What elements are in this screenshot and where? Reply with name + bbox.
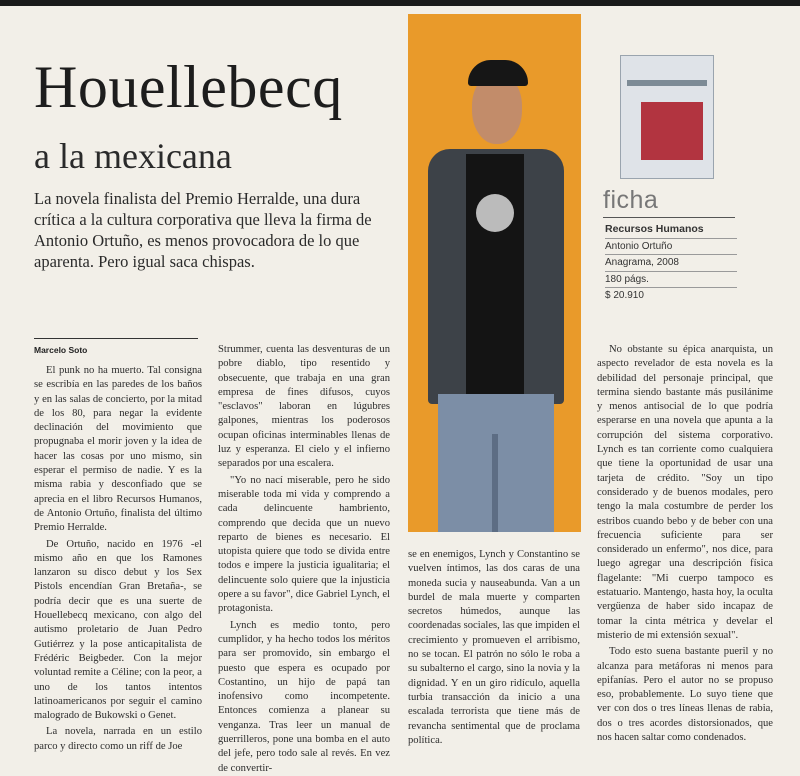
article-column-4	[597, 343, 773, 745]
ficha-author: Antonio Ortuño	[605, 239, 737, 256]
paragraph: No obstante su épica anarquista, un aspecto revelador de esta novela es la debilidad del personaje principal, que termina siendo bastante más pusilánime y menos antisocial de lo que podría esperarse en una novela que apunta a la corrupción del sistema corporativo. Lynch es tan corriente como cualquiera que tiene la oportunidad de usar una tarjeta de crédito. "Soy un tipo considerado y de buenos modales, pero tengo la mala costumbre de perder los estribos cuando bebo y de beber con una frecuencia suficiente para ser considerado un enfermo", nos dice, para luego agregar una descripción física flagelante: "Mi cuerpo tampoco es estatuario. Mantengo, hasta hoy, la oculta vergüenza de haber sido incapaz de tomar la cinta métrica y develar el misterio de mi extensión sexual".	[597, 344, 773, 641]
paragraph: El punk no ha muerto. Tal consigna se escribía en las paredes de los baños y en las salas de concierto, por la mitad de los 80, para negar la evidente declinación del movimiento que propugnaba el morir joven y la idea de hacer las cosas por uno mismo, sin esperar el permiso de nadie. Y es la misma rabia y desconfiado que se aprecia en el libro Recursos Humanos, de Antonio Ortuño, finalista del último Premio Herralde.	[34, 365, 202, 534]
headline: Houellebecq	[34, 54, 343, 120]
paragraph: De Ortuño, nacido en 1976 -el mismo año en que los Ramones lanzaron su disco debut y los Sex Pistols encendían Gran Bretaña-, se podría decir que es una suerte de Houellebecq mexicano, con algo del autismo proletario de Juan Pedro Gutiérrez y la pose anticapitalista de Frédéric Beigbeder. Con la mejor voluntad remite a Céline; con la peor, a uno de los tantos intentos latinoamericanos por seguir el camino malogrado de Bukowski o Genet.	[34, 538, 202, 722]
paragraph: Todo esto suena bastante pueril y no alcanza para metáforas ni menos para epifanías. Pero el autor no se propuso eso, probablemente. Lo suyo tiene que ver con dos o tres líneas llenas de rabia, dos o tres acordes distorsionados, que nos hacen saltar como condenados.	[597, 646, 773, 744]
article-column-3	[408, 548, 580, 748]
ficha-title: Recursos Humanos	[605, 222, 737, 239]
ficha-label: ficha	[603, 186, 659, 214]
book-cover-band	[627, 80, 707, 86]
byline: Marcelo Soto	[34, 345, 88, 355]
paragraph: Strummer, cuenta las desventuras de un pobre diablo, tipo resentido y obsecuente, que trabaja en una gran empresa de fines difusos, cuyos "esclavos" laboran en lúgubres galpones, mientras los poderosos ocupan oficinas interminables llenas de luz y esperanza. El cielo y el infierno separados por una escalera.	[218, 344, 390, 470]
ficha-price: $ 20.910	[605, 290, 644, 301]
paragraph: Lynch es medio tonto, pero cumplidor, y ha hecho todos los méritos para ser promovido, sin embargo el puesto que espera es ocupado por Costantino, un hijo de papá tan inofensivo como incompetente. Entonces comienza a planear su venganza. Tras leer un manual de guerrilleros, pone una bomba en el auto del jefe, pero todo sale al revés. En vez de convertir-	[218, 619, 390, 774]
book-cover-image	[641, 102, 703, 160]
ficha-publisher: Anagrama, 2008	[605, 255, 737, 272]
lede: La novela finalista del Premio Herralde, una dura crítica a la cultura corporativa que lleva la firma de Antonio Ortuño, es menos provocadora de lo que aparenta. Pero igual saca chispas.	[34, 189, 372, 271]
article-column-1	[34, 364, 202, 754]
paragraph: La novela, narrada en un estilo parco y directo como un riff de Joe	[34, 726, 202, 752]
paragraph: se en enemigos, Lynch y Constantino se vuelven íntimos, las dos caras de una moneda sucia y nauseabunda. Van a un burdel de mala muerte y comparten secretos húmedos, aunque las coordenadas sociales, las que impiden el crecimiento y promueven el arribismo, no se tocan. El patrón no sólo le roba a su subalterno el cargo, sino la novia y la dignidad. Y en un giro ridículo, aquella turbia transacción da inicio a una escalada terrorista que tiene más de revancha sentimental que de proclama política.	[408, 549, 580, 746]
subheadline: a la mexicana	[34, 136, 232, 176]
ficha-divider	[603, 217, 735, 218]
photo-cap	[468, 60, 528, 86]
photo-shirt-print	[476, 194, 514, 232]
byline-divider	[34, 338, 198, 339]
book-cover	[620, 55, 714, 179]
photo-shirt	[466, 154, 524, 394]
author-photo	[408, 14, 581, 532]
paragraph: "Yo no nací miserable, pero he sido miserable toda mi vida y comprendo a cada delincuente hambriento, comprendo que decida que un nuevo reparto de bienes es necesario. El utopista quiere que todo se divida entre todos e impere la justicia igualitaria; el delincuente solo quiere que la injusticia opere a su favor", dice Gabriel Lynch, el protagonista.	[218, 474, 390, 615]
photo-jeans-seam	[492, 434, 498, 532]
ficha-pages: 180 págs.	[605, 272, 737, 289]
article-column-2	[218, 343, 390, 776]
top-rule	[0, 0, 800, 6]
ficha-box	[605, 222, 737, 304]
